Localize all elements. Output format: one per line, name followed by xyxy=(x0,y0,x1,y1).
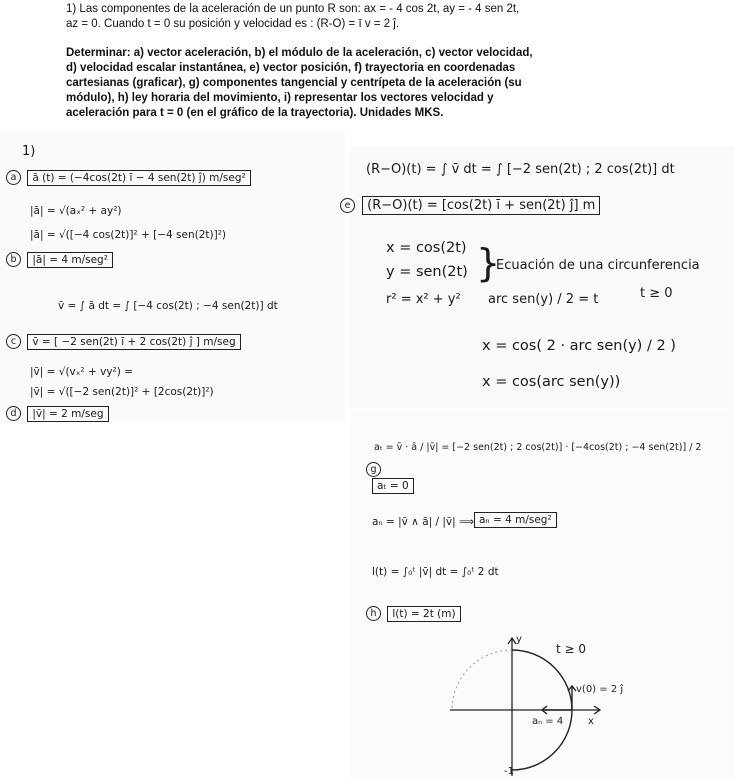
graph-x-label: x xyxy=(588,716,594,727)
mod-a-step-1: |ā| = √(aₓ² + ay²) xyxy=(30,205,122,217)
tangential-formula: aₜ = v̄ · ā / |v̄| = [−2 sen(2t) ; 2 cos(2t)] · [−4cos(2t) ; −4 sen(2t)] / 2 xyxy=(374,442,702,453)
mod-a-step-2: |ā| = √([−4 cos(2t)]² + [−4 sen(2t)]²) xyxy=(30,229,227,241)
acceleration-vector: ā (t) = (−4cos(2t) ī − 4 sen(2t) ĵ) m/seg² xyxy=(27,170,250,186)
mod-v-step-2: |v̄| = √([−2 sen(2t)]² + [2cos(2t)]²) xyxy=(30,386,214,398)
task-line-1: Determinar: a) vector aceleración, b) el módulo de la aceleración, c) vector velocidad, xyxy=(66,47,533,59)
graph-t-condition: t ≥ 0 xyxy=(556,642,587,656)
task-line-4: módulo), h) ley horaria del movimiento, i) representar los vectores velocidad y xyxy=(66,92,494,104)
x-equation: x = cos(2t) xyxy=(386,240,467,256)
answer-b xyxy=(6,252,113,267)
label-e: e xyxy=(340,198,355,213)
graph-an-label: aₙ = 4 xyxy=(532,716,564,727)
path-length-formula: l(t) = ∫₀ᵗ |v̄| dt = ∫₀ᵗ 2 dt xyxy=(372,566,499,578)
curly-brace: } xyxy=(476,241,501,285)
trajectory-graph xyxy=(440,630,620,780)
task-line-5: aceleración para t = 0 (en el gráfico de la trayectoria). Unidades MKS. xyxy=(66,107,444,119)
arcsen-equation: arc sen(y) / 2 = t xyxy=(488,292,599,307)
answer-h xyxy=(366,606,461,621)
scalar-velocity: |v̄| = 2 m/seg xyxy=(27,406,108,422)
answer-g-label xyxy=(366,462,384,477)
answer-e xyxy=(340,198,600,213)
position-vector: (R−O)(t) = [cos(2t) ī + sen(2t) ĵ] m xyxy=(362,196,600,215)
statement-line-2: az = 0. Cuando t = 0 su posición y velocidad es : (R-O) = ī v = 2 ĵ. xyxy=(66,18,400,30)
mod-v-step-1: |v̄| = √(vₓ² + vy²) = xyxy=(30,366,133,378)
label-h: h xyxy=(366,606,381,621)
label-c: c xyxy=(6,334,21,349)
velocity-vector: v̄ = [ −2 sen(2t) ī + 2 cos(2t) ĵ ] m/seg xyxy=(27,334,240,350)
task-line-2: d) velocidad escalar instantánea, e) vector posición, f) trayectoria en coordenadas xyxy=(66,62,516,74)
task-list xyxy=(66,46,566,121)
label-g: g xyxy=(366,462,381,477)
statement-line-1: 1) Las componentes de la aceleración de un punto R son: ax = - 4 cos 2t, ay = - 4 sen 2t, xyxy=(66,3,520,15)
normal-result-box: aₙ = 4 m/seg² xyxy=(474,512,557,528)
t-condition-right: t ≥ 0 xyxy=(640,286,673,301)
normal-formula: aₙ = |v̄ ∧ ā| / |v̄| ⟹ xyxy=(372,516,475,528)
x-substitution: x = cos( 2 · arc sen(y) / 2 ) xyxy=(482,338,676,354)
radius-equation: r² = x² + y² xyxy=(386,292,461,307)
task-line-3: cartesianas (graficar), g) componentes tangencial y centrípeta de la aceleración (su xyxy=(66,77,522,89)
graph-minus-one: -1 xyxy=(504,766,514,777)
circle-note: Ecuación de una circunferencia xyxy=(496,258,700,273)
y-equation: y = sen(2t) xyxy=(386,264,468,280)
problem-number: 1) xyxy=(22,144,36,159)
acceleration-modulus: |ā| = 4 m/seg² xyxy=(27,252,113,268)
velocity-integral: v̄ = ∫ ā dt = ∫ [−4 cos(2t) ; −4 sen(2t)] dt xyxy=(58,300,278,312)
time-law: l(t) = 2t (m) xyxy=(387,606,460,622)
trajectory-arc-dashed xyxy=(452,650,512,710)
label-a: a xyxy=(6,170,21,185)
normal-result xyxy=(474,514,557,526)
position-integral: (R−O)(t) = ∫ v̄ dt = ∫ [−2 sen(2t) ; 2 cos(2t)] dt xyxy=(366,162,675,177)
x-final: x = cos(arc sen(y)) xyxy=(482,374,621,390)
tangential-result xyxy=(372,480,414,492)
answer-c xyxy=(6,334,241,349)
graph-v0-label: v(0) = 2 ĵ xyxy=(576,684,624,695)
label-d: d xyxy=(6,406,21,421)
tangential-result-box: aₜ = 0 xyxy=(372,478,414,494)
label-b: b xyxy=(6,252,21,267)
problem-statement xyxy=(66,2,566,121)
answer-a xyxy=(6,170,251,185)
answer-d xyxy=(6,406,109,421)
graph-y-label: y xyxy=(516,634,522,645)
